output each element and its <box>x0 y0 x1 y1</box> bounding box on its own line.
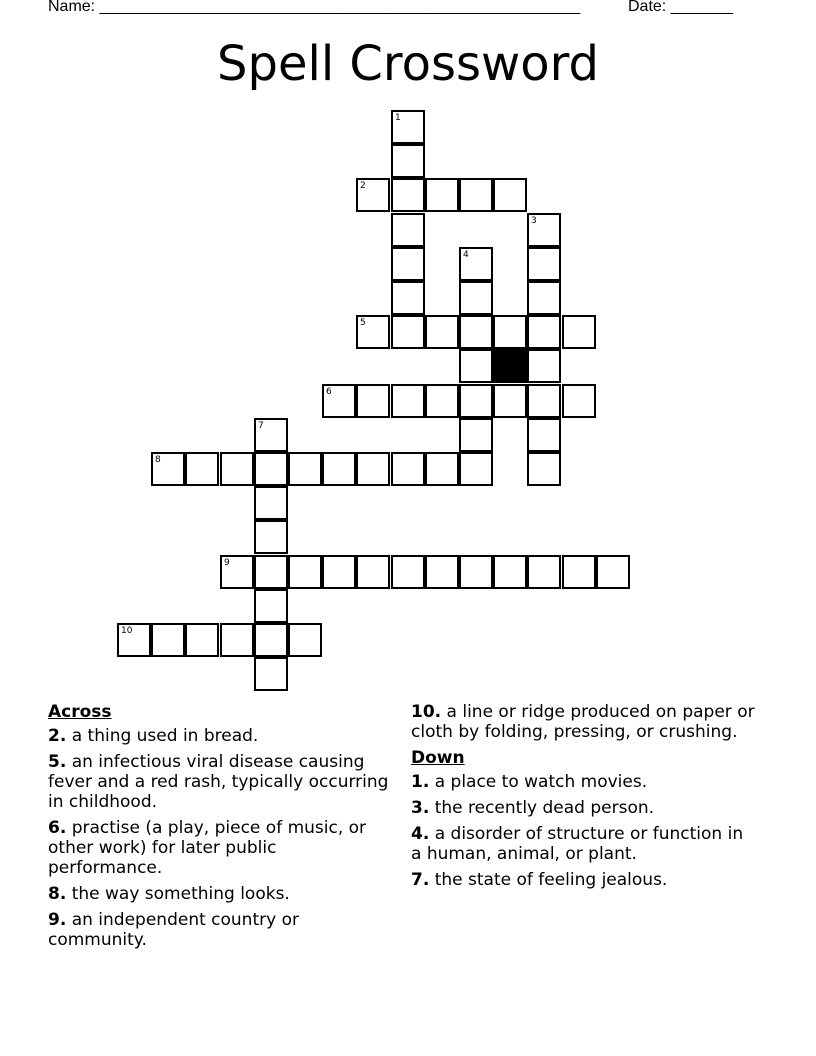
clue-down-1 <box>411 772 756 792</box>
clue-number-label: 10 <box>121 626 133 636</box>
clue-text: a disorder of structure or function in a human, animal, or plant. <box>411 824 744 864</box>
grid-cell[interactable] <box>391 247 425 281</box>
clue-number-label: 9 <box>224 558 230 568</box>
grid-cell[interactable] <box>459 555 493 589</box>
grid-cell[interactable] <box>220 623 254 657</box>
grid-cell[interactable] <box>391 452 425 486</box>
clue-down-4 <box>411 824 756 864</box>
grid-cell[interactable] <box>459 349 493 383</box>
grid-cell[interactable] <box>425 555 459 589</box>
grid-cell[interactable] <box>322 452 356 486</box>
grid-cell[interactable] <box>356 178 390 212</box>
clue-number-label: 2 <box>360 181 366 191</box>
clue-across-10 <box>411 702 756 742</box>
grid-cell[interactable] <box>391 144 425 178</box>
grid-cell[interactable] <box>220 452 254 486</box>
across-heading: Across <box>48 702 112 722</box>
grid-cell[interactable] <box>356 452 390 486</box>
grid-cell[interactable] <box>117 623 151 657</box>
clue-number-label: 1 <box>395 113 401 123</box>
clue-number-label: 8 <box>155 455 161 465</box>
grid-cell[interactable] <box>459 384 493 418</box>
grid-cell[interactable] <box>356 384 390 418</box>
clue-number: 10. <box>411 702 442 722</box>
clue-down-7 <box>411 870 756 890</box>
grid-cell[interactable] <box>459 178 493 212</box>
grid-cell[interactable] <box>527 213 561 247</box>
grid-cell[interactable] <box>493 315 527 349</box>
grid-cell[interactable] <box>254 418 288 452</box>
grid-cell[interactable] <box>288 623 322 657</box>
clue-number-label: 5 <box>360 318 366 328</box>
clue-text: the way something looks. <box>71 884 290 904</box>
grid-cell[interactable] <box>527 349 561 383</box>
clue-across-9 <box>48 910 393 950</box>
grid-cell[interactable] <box>254 452 288 486</box>
date-field-label: Date: _______ <box>628 0 733 15</box>
grid-cell[interactable] <box>288 452 322 486</box>
name-field-label: Name: ______________________________________________________ <box>48 0 581 15</box>
grid-cell[interactable] <box>322 555 356 589</box>
page-title: Spell Crossword <box>217 36 599 92</box>
clue-across-6 <box>48 818 393 878</box>
grid-cell[interactable] <box>527 555 561 589</box>
clue-text: a place to watch movies. <box>434 772 648 792</box>
clue-number: 7. <box>411 870 430 890</box>
grid-cell[interactable] <box>459 418 493 452</box>
clues-column-right <box>411 702 756 896</box>
clue-number-label: 7 <box>258 421 264 431</box>
clue-across-2 <box>48 726 393 746</box>
grid-cell[interactable] <box>391 281 425 315</box>
grid-cell[interactable] <box>596 555 630 589</box>
grid-block <box>493 349 527 383</box>
grid-cell[interactable] <box>493 384 527 418</box>
clue-text: a line or ridge produced on paper or cloth by folding, pressing, or crushing. <box>411 702 755 742</box>
grid-cell[interactable] <box>562 384 596 418</box>
grid-cell[interactable] <box>562 315 596 349</box>
clue-number: 8. <box>48 884 67 904</box>
grid-cell[interactable] <box>425 178 459 212</box>
clue-number-label: 3 <box>531 216 537 226</box>
clue-number: 4. <box>411 824 430 844</box>
clue-number: 3. <box>411 798 430 818</box>
grid-cell[interactable] <box>391 213 425 247</box>
clue-number: 1. <box>411 772 430 792</box>
clue-text: practise (a play, piece of music, or other work) for later public performance. <box>48 818 367 878</box>
clue-across-5 <box>48 752 393 812</box>
grid-cell[interactable] <box>425 452 459 486</box>
clue-text: the state of feeling jealous. <box>434 870 668 890</box>
grid-cell[interactable] <box>459 452 493 486</box>
grid-cell[interactable] <box>254 589 288 623</box>
grid-cell[interactable] <box>391 555 425 589</box>
grid-cell[interactable] <box>425 384 459 418</box>
clue-number: 9. <box>48 910 67 930</box>
grid-cell[interactable] <box>527 384 561 418</box>
grid-cell[interactable] <box>288 555 322 589</box>
grid-cell[interactable] <box>254 657 288 691</box>
clue-number-label: 6 <box>326 387 332 397</box>
grid-cell[interactable] <box>391 110 425 144</box>
clue-number-label: 4 <box>463 250 469 260</box>
down-heading: Down <box>411 748 465 768</box>
grid-cell[interactable] <box>254 555 288 589</box>
grid-cell[interactable] <box>356 315 390 349</box>
grid-cell[interactable] <box>459 315 493 349</box>
grid-cell[interactable] <box>425 315 459 349</box>
grid-cell[interactable] <box>254 486 288 520</box>
grid-cell[interactable] <box>391 315 425 349</box>
clue-text: an independent country or community. <box>48 910 299 950</box>
grid-cell[interactable] <box>527 281 561 315</box>
grid-cell[interactable] <box>527 247 561 281</box>
grid-cell[interactable] <box>527 452 561 486</box>
grid-cell[interactable] <box>391 178 425 212</box>
grid-cell[interactable] <box>493 555 527 589</box>
grid-cell[interactable] <box>391 384 425 418</box>
grid-cell[interactable] <box>151 452 185 486</box>
clue-number: 6. <box>48 818 67 838</box>
clue-number: 2. <box>48 726 67 746</box>
clue-number: 5. <box>48 752 67 772</box>
clue-text: an infectious viral disease causing fever and a red rash, typically occurring in childhood. <box>48 752 389 812</box>
grid-cell[interactable] <box>322 384 356 418</box>
grid-cell[interactable] <box>185 452 219 486</box>
grid-cell[interactable] <box>562 555 596 589</box>
grid-cell[interactable] <box>220 555 254 589</box>
grid-cell[interactable] <box>459 281 493 315</box>
grid-cell[interactable] <box>151 623 185 657</box>
grid-cell[interactable] <box>527 315 561 349</box>
clue-text: a thing used in bread. <box>71 726 259 746</box>
clues-column-left <box>48 702 393 956</box>
clue-text: the recently dead person. <box>434 798 655 818</box>
clue-down-3 <box>411 798 756 818</box>
grid-cell[interactable] <box>185 623 219 657</box>
grid-cell[interactable] <box>356 555 390 589</box>
grid-cell[interactable] <box>527 418 561 452</box>
clue-across-8 <box>48 884 393 904</box>
grid-cell[interactable] <box>254 623 288 657</box>
grid-cell[interactable] <box>254 520 288 554</box>
grid-cell[interactable] <box>493 178 527 212</box>
grid-cell[interactable] <box>459 247 493 281</box>
